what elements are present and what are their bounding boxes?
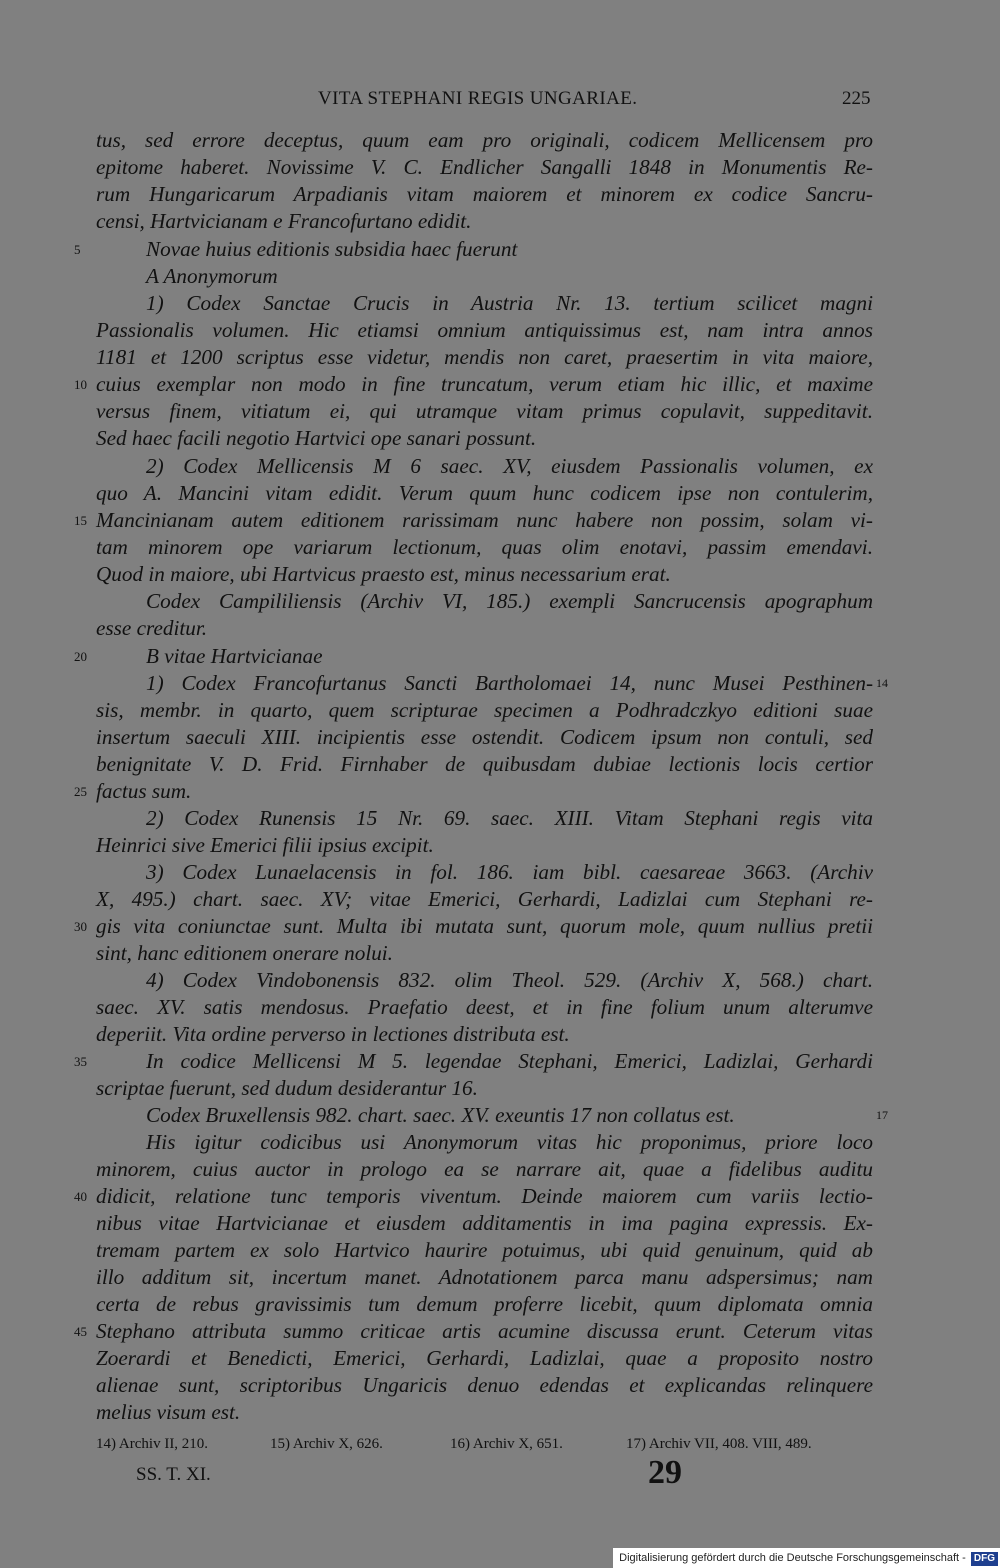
text-line: 4) Codex Vindobonensis 832. olim Theol. 529. (Archiv X, 568.) chart. <box>146 968 873 992</box>
text-line: Novae huius editionis subsidia haec fuerunt <box>146 237 518 261</box>
text-line: illo additum sit, incertum manet. Adnotationem parca manu adspersimus; nam <box>96 1265 873 1289</box>
text-line: saec. XV. satis mendosus. Praefatio deest, et in fine folium unum alterumve <box>96 995 873 1019</box>
text-line: In codice Mellicensi M 5. legendae Stephani, Emerici, Ladizlai, Gerhardi <box>146 1049 873 1073</box>
text-line: Mancinianam autem editionem rarissimam nunc habere non possim, solam vi- <box>96 508 873 532</box>
dfg-logo-icon: DFG <box>971 1552 998 1566</box>
text-line: alienae sunt, scriptoribus Ungaricis denuo edendas et explicandas relinquere <box>96 1373 873 1397</box>
text-line: melius visum est. <box>96 1400 241 1424</box>
line-number: 25 <box>74 784 87 799</box>
page-number: 225 <box>842 88 871 109</box>
digitization-footer <box>613 1548 1000 1568</box>
margin-note: 14 <box>876 676 888 690</box>
text-line: His igitur codicibus usi Anonymorum vitas hic proponimus, priore loco <box>146 1130 873 1154</box>
text-line: censi, Hartvicianam e Francofurtano edidit. <box>96 209 472 233</box>
line-number: 15 <box>74 513 87 528</box>
text-line: B vitae Hartvicianae <box>146 644 323 668</box>
text-line: Passionalis volumen. Hic etiamsi omnium antiquissimus est, nam intra annos <box>96 318 873 342</box>
margin-note: 17 <box>876 1108 888 1122</box>
footer-text: Digitalisierung gefördert durch die Deutsche Forschungsgemeinschaft - <box>619 1552 966 1564</box>
signature-number: 29 <box>648 1454 682 1491</box>
text-line: scriptae fuerunt, sed dudum desiderantur 16. <box>96 1076 478 1100</box>
text-line: tremam partem ex solo Hartvico haurire potuimus, ubi quid genuinum, quid ab <box>96 1238 873 1262</box>
text-line: Stephano attributa summo criticae artis acumine discussa erunt. Ceterum vitas <box>96 1319 873 1343</box>
text-line: insertum saeculi XIII. incipientis esse ostendit. Codicem ipsum non contuli, sed <box>96 725 873 749</box>
text-line: sis, membr. in quarto, quem scripturae specimen a Podhradczkyo editioni suae <box>96 698 873 722</box>
line-number: 20 <box>74 649 87 664</box>
text-line: 1) Codex Francofurtanus Sancti Bartholomaei 14, nunc Musei Pesthinen- <box>146 671 873 695</box>
footnote: 14) Archiv II, 210. <box>96 1436 209 1452</box>
text-line: nibus vitae Hartvicianae et eiusdem additamentis in ima pagina expressis. Ex- <box>96 1211 873 1235</box>
text-line: tam minorem ope variarum lectionum, quas olim enotavi, passim emendavi. <box>96 535 873 559</box>
text-line: Codex Campililiensis (Archiv VI, 185.) exempli Sancrucensis apographum <box>146 589 873 613</box>
text-line: certa de rebus gravissimis tum demum proferre licebit, quum diplomata omnia <box>96 1292 873 1316</box>
line-number: 40 <box>74 1189 87 1204</box>
text-line: 1) Codex Sanctae Crucis in Austria Nr. 13. tertium scilicet magni <box>146 291 873 315</box>
text-line: didicit, relatione tunc temporis viventum. Deinde maiorem cum variis lectio- <box>96 1184 873 1208</box>
text-line: 1181 et 1200 scriptus esse videtur, mendis non caret, praesertim in vita maiore, <box>96 345 873 369</box>
line-number: 10 <box>74 377 87 392</box>
header-title: VITA STEPHANI REGIS UNGARIAE. <box>318 88 638 109</box>
text-line: gis vita coniunctae sunt. Multa ibi mutata sunt, quorum mole, quum nullius pretii <box>96 914 873 938</box>
footnote: 16) Archiv X, 651. <box>450 1436 563 1452</box>
text-line: rum Hungaricarum Arpadianis vitam maiorem et minorem ex codice Sancru- <box>96 182 873 206</box>
text-line: deperiit. Vita ordine perverso in lectiones distributa est. <box>96 1022 570 1046</box>
text-line: esse creditur. <box>96 616 208 640</box>
text-line: sint, hanc editionem onerare nolui. <box>96 941 393 965</box>
line-number: 30 <box>74 919 87 934</box>
text-line: quo A. Mancini vitam edidit. Verum quum hunc codicem ipse non contulerim, <box>96 481 873 505</box>
line-number: 35 <box>74 1054 87 1069</box>
text-line: Zoerardi et Benedicti, Emerici, Gerhardi, Ladizlai, quae a proposito nostro <box>96 1346 873 1370</box>
line-number: 45 <box>74 1324 87 1339</box>
text-line: Heinrici sive Emerici filii ipsius excipit. <box>96 833 434 857</box>
text-line: epitome haberet. Novissime V. C. Endlicher Sangalli 1848 in Monumentis Re- <box>96 155 873 179</box>
text-line: tus, sed errore deceptus, quum eam pro originali, codicem Mellicensem pro <box>96 128 873 152</box>
footnote: 15) Archiv X, 626. <box>270 1436 383 1452</box>
text-line: 3) Codex Lunaelacensis in fol. 186. iam bibl. caesareae 3663. (Archiv <box>146 860 873 884</box>
text-line: benignitate V. D. Frid. Firnhaber de quibusdam dubiae lectionis locis certior <box>96 752 873 776</box>
text-line: factus sum. <box>96 779 192 803</box>
line-number: 5 <box>74 242 81 257</box>
text-line: minorem, cuius auctor in prologo ea se narrare ait, quae a fidelibus auditu <box>96 1157 873 1181</box>
text-line: Codex Bruxellensis 982. chart. saec. XV. exeuntis 17 non collatus est. <box>146 1103 735 1127</box>
running-header <box>0 88 1000 114</box>
text-line: Sed haec facili negotio Hartvici ope sanari possunt. <box>96 426 537 450</box>
text-line: Quod in maiore, ubi Hartvicus praesto est, minus necessarium erat. <box>96 562 671 586</box>
text-line: X, 495.) chart. saec. XV; vitae Emerici, Gerhardi, Ladizlai cum Stephani re- <box>96 887 873 911</box>
text-line: versus finem, vitiatum ei, qui utramque vitam primus copulavit, suppeditavit. <box>96 399 873 423</box>
text-line: 2) Codex Runensis 15 Nr. 69. saec. XIII. Vitam Stephani regis vita <box>146 806 873 830</box>
text-line: A Anonymorum <box>146 264 278 288</box>
footnote: 17) Archiv VII, 408. VIII, 489. <box>626 1436 812 1452</box>
text-line: cuius exemplar non modo in fine truncatum, verum etiam hic illic, et maxime <box>96 372 873 396</box>
text-line: 2) Codex Mellicensis M 6 saec. XV, eiusdem Passionalis volumen, ex <box>146 454 873 478</box>
signature-mark: SS. T. XI. <box>136 1464 211 1485</box>
